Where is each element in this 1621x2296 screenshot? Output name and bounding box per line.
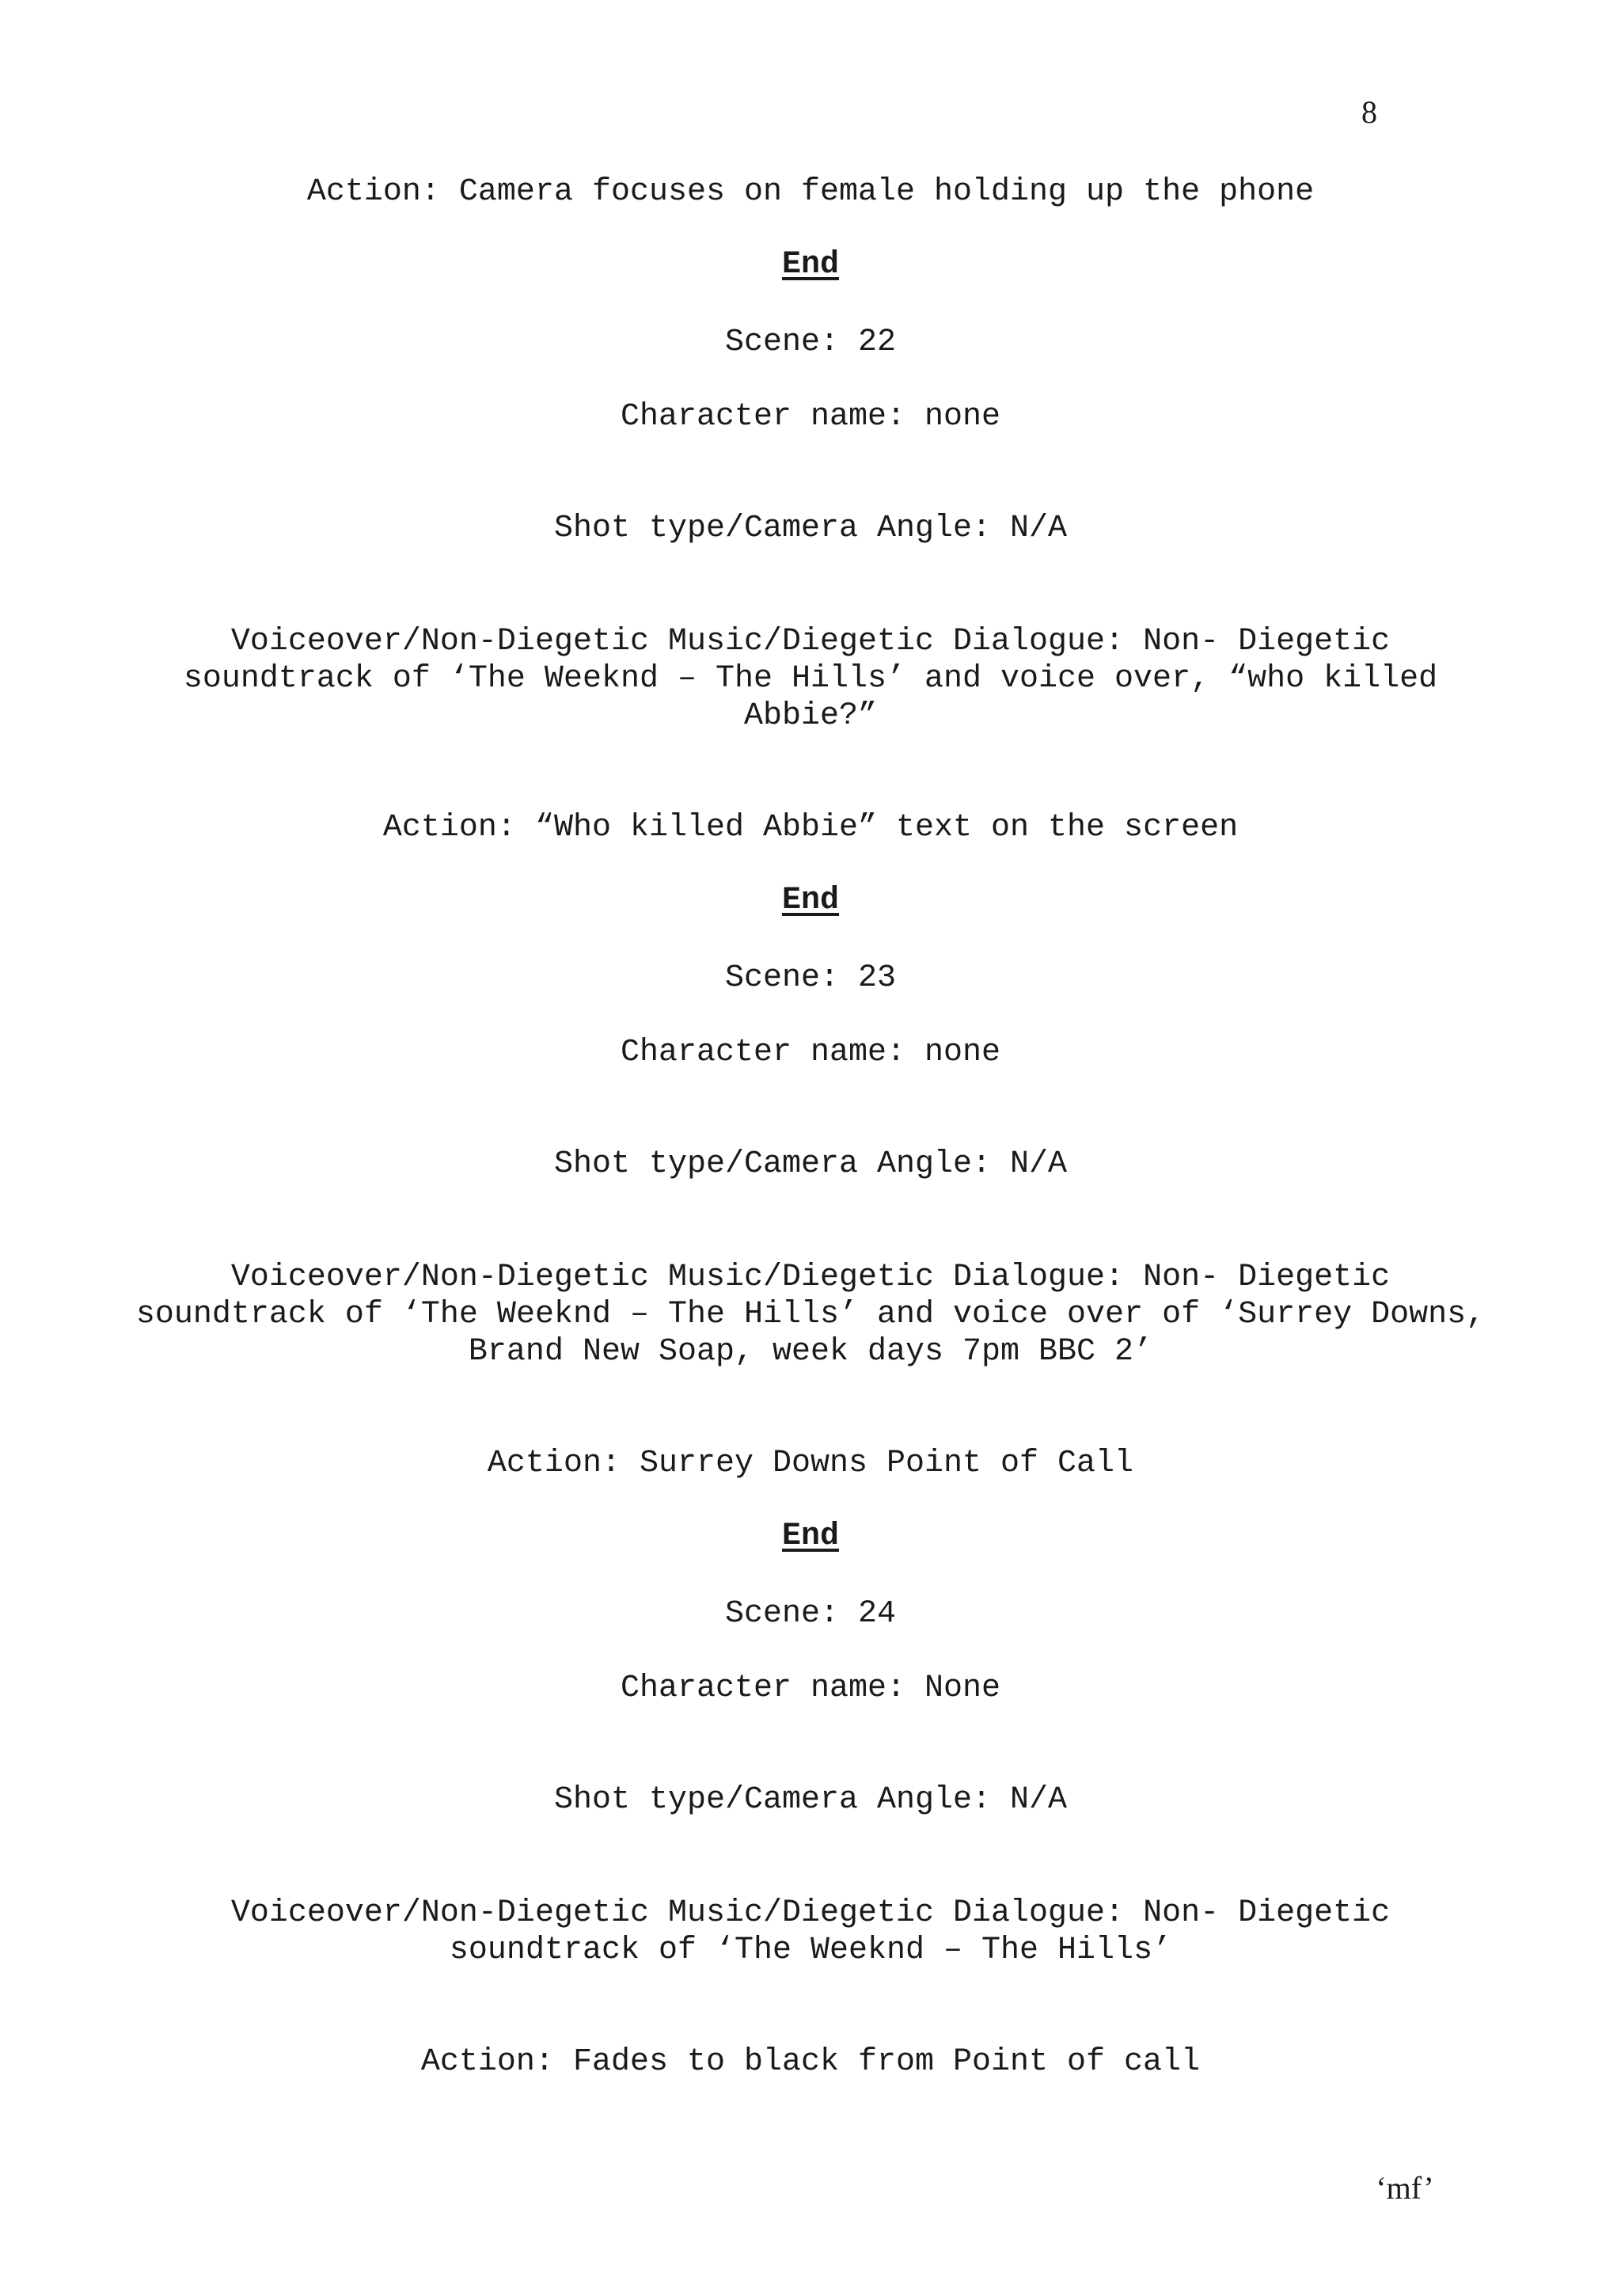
voiceover-line: Abbie?” xyxy=(743,698,878,734)
shot-type-line: Shot type/Camera Angle: N/A xyxy=(553,1146,1068,1182)
end-marker: End xyxy=(781,883,839,918)
action-line: Action: Camera focuses on female holding up the phone xyxy=(306,174,1315,210)
character-name-line: Character name: none xyxy=(620,1035,1001,1070)
voiceover-line: soundtrack of ‘The Weeknd – The Hills’ and voice over of ‘Surrey Downs, xyxy=(135,1297,1486,1332)
action-line: Action: Surrey Downs Point of Call xyxy=(487,1446,1134,1481)
end-marker: End xyxy=(781,247,839,283)
character-name-line: Character name: None xyxy=(620,1671,1001,1706)
voiceover-line: soundtrack of ‘The Weeknd – The Hills’ and voice over, “who killed xyxy=(183,661,1438,697)
character-name-line: Character name: none xyxy=(620,399,1001,435)
scene-heading: Scene: 23 xyxy=(724,960,897,996)
voiceover-line: Voiceover/Non-Diegetic Music/Diegetic Dialogue: Non- Diegetic xyxy=(230,624,1391,660)
shot-type-line: Shot type/Camera Angle: N/A xyxy=(553,1782,1068,1818)
voiceover-line: Brand New Soap, week days 7pm BBC 2’ xyxy=(468,1334,1153,1370)
voiceover-line: Voiceover/Non-Diegetic Music/Diegetic Dialogue: Non- Diegetic xyxy=(230,1260,1391,1295)
action-line: Action: “Who killed Abbie” text on the screen xyxy=(382,810,1239,846)
end-marker: End xyxy=(781,1519,839,1554)
voiceover-line: Voiceover/Non-Diegetic Music/Diegetic Dialogue: Non- Diegetic xyxy=(230,1895,1391,1931)
shot-type-line: Shot type/Camera Angle: N/A xyxy=(553,511,1068,546)
voiceover-line: soundtrack of ‘The Weeknd – The Hills’ xyxy=(449,1933,1172,1968)
scene-heading: Scene: 22 xyxy=(724,325,897,360)
page-number: 8 xyxy=(1361,94,1377,130)
footer-mark: ‘mf’ xyxy=(1376,2170,1434,2206)
scene-heading: Scene: 24 xyxy=(724,1596,897,1632)
action-line: Action: Fades to black from Point of call xyxy=(420,2044,1201,2080)
